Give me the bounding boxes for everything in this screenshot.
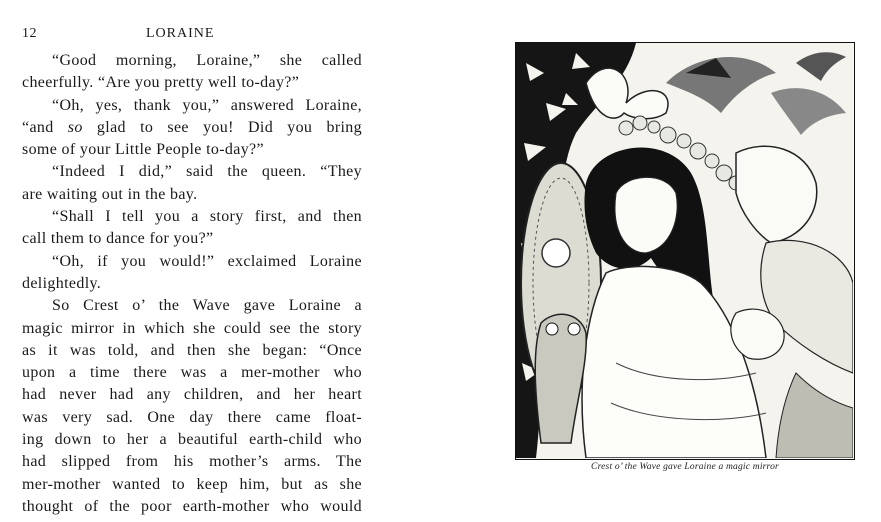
text-line [22,251,362,273]
page-number: 12 [22,26,37,41]
illustration-drawing [516,43,853,458]
text-line [22,95,362,117]
illustration [515,42,855,460]
text-run: ing down to her a beautiful earth-child who [22,431,362,449]
running-title: LORAINE [146,26,215,41]
text-run: delightedly. [22,274,102,292]
text-line [22,139,362,161]
text-run: are waiting out in the bay. [22,185,198,203]
text-line [22,228,362,250]
text-run: “Shall I tell you a story first, and then [52,208,362,226]
text-line [22,429,362,451]
left-page [0,0,380,522]
text-run: “Good morning, Loraine,” she called [52,52,362,69]
text-line [22,161,362,183]
text-run: So Crest o’ the Wave gave Loraine a [52,297,362,315]
text-line [22,474,362,496]
text-line [22,206,362,228]
text-line [22,295,362,317]
text-line [22,362,362,384]
text-run: cheerfully. “Are you pretty well to-day?” [22,74,300,92]
text-run: “Oh, if you would!” exclaimed Loraine [52,252,362,270]
text-line [22,273,362,295]
text-run: glad to see you! Did you bring [82,118,363,136]
text-run: mer-mother wanted to keep him, but as she [22,475,362,493]
text-line [22,117,362,139]
text-run: “Oh, yes, thank you,” answered Loraine, [52,96,362,114]
text-run: as it was told, and then she began: “Once [22,341,362,359]
illustration-caption: Crest o’ the Wave gave Loraine a magic mirror [591,462,779,472]
text-run: some of your Little People to-day?” [22,141,264,159]
text-line [22,384,362,406]
text-line [22,318,362,340]
text-run: “and [22,118,68,136]
text-run: upon a time there was a mer-mother who [22,364,362,382]
text-line [22,184,362,206]
text-line [22,50,362,72]
text-run: call them to dance for you?” [22,230,214,248]
text-line [22,496,362,518]
text-run: had never had any children, and her heart [22,386,362,404]
text-run: was very sad. One day there came float- [22,408,362,426]
text-run: had slipped from his mother’s arms. The [22,453,362,471]
text-run: “Indeed I did,” said the queen. “They [52,163,362,181]
text-line [22,72,362,94]
text-line [22,407,362,429]
text-run: magic mirror in which she could see the story [22,319,362,337]
body-text [22,50,362,518]
emphasis-text: so [67,118,83,136]
running-head [22,26,360,44]
text-line [22,340,362,362]
text-run: thought of the poor earth-mother who would [22,497,362,515]
text-line [22,451,362,473]
